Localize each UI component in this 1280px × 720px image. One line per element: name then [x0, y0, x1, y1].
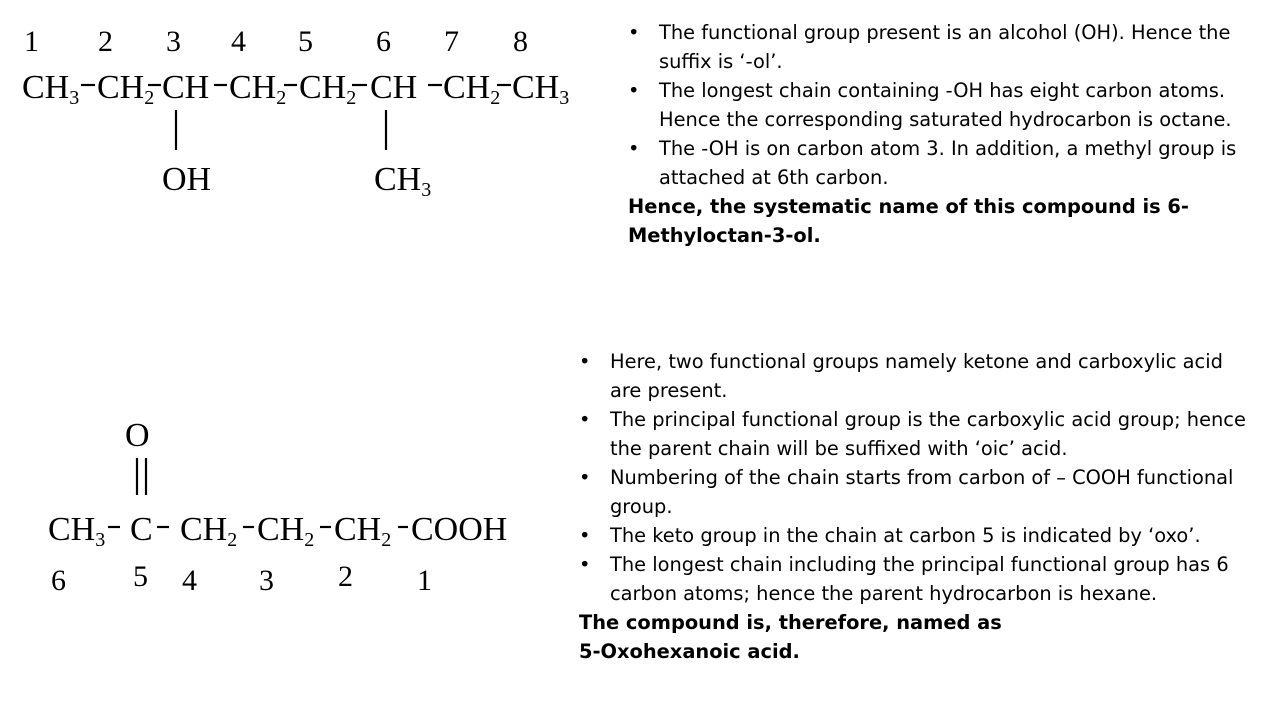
compound2-explanation: [579, 347, 1259, 666]
compound1-main-chain: [22, 69, 569, 109]
chain-group: C: [130, 511, 153, 548]
hydroxyl-group: OH: [162, 161, 212, 198]
compound-name: 5-Oxohexanoic acid.: [579, 640, 800, 663]
carbon-number: 6: [51, 564, 66, 597]
bullet-list: [579, 347, 1259, 608]
chain-group: CH: [370, 69, 418, 106]
carbon-number: 6: [376, 25, 391, 58]
carbon-number: 3: [259, 564, 274, 597]
chain-group: CH2: [180, 511, 238, 551]
carbon-number: 5: [133, 560, 148, 593]
carbon-number: 5: [298, 25, 313, 58]
chain-group: COOH: [411, 511, 508, 548]
chain-group: CH3: [22, 69, 80, 109]
chain-group: CH: [162, 69, 210, 106]
compound2-carbon-numbers: [51, 560, 432, 597]
bullet-item: • The principal functional group is the carboxylic acid group; hence the parent chain will be suffixed with ‘oic’ acid.: [579, 405, 1259, 463]
bullet-item: • The longest chain including the principal functional group has 6 carbon atoms; hence the parent hydrocarbon is hexane.: [579, 550, 1259, 608]
chain-group: CH2: [334, 511, 392, 551]
carbon-number: 4: [231, 25, 246, 58]
conclusion-text: Hence, the systematic name of this compound is 6-Methyloctan-3-ol.: [628, 195, 1189, 247]
chain-group: CH2: [257, 511, 315, 551]
carbon-number: 1: [24, 25, 39, 58]
compound2-structure: [48, 417, 507, 597]
bullet-item: • The longest chain containing -OH has eight carbon atoms. Hence the corresponding saturated hydrocarbon is octane.: [628, 76, 1238, 134]
chain-group: CH2: [443, 69, 501, 109]
bullet-item: • The keto group in the chain at carbon 5 is indicated by ‘oxo’.: [579, 521, 1259, 550]
compound1-explanation: [628, 18, 1238, 250]
chain-group: CH3: [48, 511, 106, 551]
carbon-number: 1: [417, 564, 432, 597]
carbon-number: 2: [98, 25, 113, 58]
methyl-group: CH3: [374, 161, 432, 201]
chain-group: CH2: [229, 69, 287, 109]
bullet-item: • The functional group present is an alcohol (OH). Hence the suffix is ‘-ol’.: [628, 18, 1238, 76]
bullet-item: • The -OH is on carbon atom 3. In addition, a methyl group is attached at 6th carbon.: [628, 134, 1238, 192]
bullet-list: [628, 18, 1238, 192]
compound2-main-chain: [48, 511, 507, 551]
chain-group: CH2: [299, 69, 357, 109]
carbon-number: 4: [182, 564, 197, 597]
keto-oxygen: O: [125, 417, 150, 454]
bullet-item: • Numbering of the chain starts from carbon of – COOH functional group.: [579, 463, 1259, 521]
carbon-number: 7: [444, 25, 459, 58]
bullet-item: • Here, two functional groups namely ketone and carboxylic acid are present.: [579, 347, 1259, 405]
chain-group: CH3: [512, 69, 570, 109]
compound1-structure: [22, 25, 569, 201]
compound1-carbon-numbers: [24, 25, 528, 58]
carbon-number: 3: [166, 25, 181, 58]
carbon-number: 8: [513, 25, 528, 58]
conclusion-text: The compound is, therefore, named as: [579, 611, 1002, 634]
chain-group: CH2: [97, 69, 155, 109]
carbon-number: 2: [338, 560, 353, 593]
compound1-substituents: [162, 110, 431, 201]
